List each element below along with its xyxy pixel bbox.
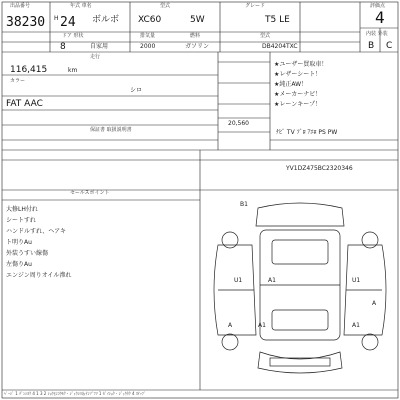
lot-number: 38230 <box>6 15 46 30</box>
note-item: エンジン周りオイル滲れ <box>6 272 72 279</box>
note-item: 外装うすい線傷 <box>6 250 49 257</box>
note-item: 大修LH付れ <box>6 206 38 213</box>
note-item: ト明りAu <box>6 239 32 246</box>
damage-mark: U1 <box>234 277 243 284</box>
features-list <box>274 62 327 112</box>
auction-sheet: 出品番号 年式 車名 型式 グレード 評価点 38230 H 24 ボルボ XC60 5W T5 LE 4 ドア 形状 排気量 燃料 型式 8 自家用 2000 ガソリン DB4204TXC 内装 外装 B C 走行 116,415 km カラー シロ FAT AAC 20,560 保証書 取扱説明書 ★ユーザー買取車！ ★レザーシート！ ★純正AW！ ★メーカーナビ！ ★レーンキープ！ ﾅﾋﾞ TV ﾌﾞﾛ ｱｴﾛ PS PW YV1DZ475BC2320346 セールスポイント 大修LH付れ シートすれ ハンドルすれ、ヘアキ ト明りAu 外装うすい線傷 左傷りAu エンジン周りオイル滲れ B1 U1 A1 U1 A A1 A A1 ﾍﾟｰｼﾞ 1 ﾃﾞﾝｼﾖｸ 4 1 3 2 ｼｮｳﾋﾝｺｳﾓｸ・ｼﾞｭｳｼﾖ＆ﾃﾝｿﾞﾏﾂ 1 ｶﾞｲｼｮｸ・ｼﾞｭｳﾀｸ 4 ｽﾃｯﾌﾟ <box>0 0 400 400</box>
vin: YV1DZ475BC2320346 <box>286 165 353 172</box>
displacement: 2000 <box>140 43 156 50</box>
color-trim: FAT AAC <box>6 99 43 109</box>
feature-item: ★メーカーナビ！ <box>274 91 322 98</box>
notes-list <box>6 204 71 281</box>
color-exterior: シロ <box>130 87 143 94</box>
usage: 自家用 <box>90 43 109 50</box>
damage-mark: U1 <box>352 277 361 284</box>
feature-item: ★ユーザー買取車！ <box>274 61 328 68</box>
exterior-grade: C <box>386 41 393 51</box>
fuel: ガソリン <box>185 43 210 50</box>
mileage-value: 116,415 <box>10 65 48 75</box>
price-box-value: 20,560 <box>228 120 249 127</box>
damage-mark: B1 <box>240 201 248 208</box>
damage-mark: A1 <box>352 322 360 329</box>
model: XC60 <box>138 15 162 25</box>
grade: T5 LE <box>265 15 290 25</box>
bottom-note: ﾍﾟｰｼﾞ 1 ﾃﾞﾝｼﾖｸ 4 1 3 2 ｼｮｳﾋﾝｺｳﾓｸ・ｼﾞｭｳｼﾖ＆ﾃﾝｿﾞﾏﾂ 1 ｶﾞｲｼｮｸ・ｼﾞｭｳﾀｸ 4 ｽﾃｯﾌﾟ <box>4 391 146 396</box>
note-item: シートすれ <box>6 217 36 224</box>
equipment: ﾅﾋﾞ TV ﾌﾞﾛ ｱｴﾛ PS PW <box>276 129 338 136</box>
damage-mark: A <box>372 300 377 307</box>
era-mark: H <box>54 15 59 22</box>
damage-mark: A1 <box>268 277 276 284</box>
feature-item: ★純正AW！ <box>274 81 308 88</box>
doors: 8 <box>60 42 66 52</box>
model-year: 24 <box>60 15 76 30</box>
interior-grade: B <box>368 41 375 51</box>
feature-item: ★レザーシート！ <box>274 71 322 78</box>
type: 5W <box>190 15 205 25</box>
damage-mark: A <box>228 322 233 329</box>
feature-item: ★レーンキープ！ <box>274 101 321 108</box>
car-damage-diagram <box>200 190 398 390</box>
note-item: 左傷りAu <box>6 261 32 268</box>
chassis-model: DB4204TXC <box>262 43 298 50</box>
score: 4 <box>375 8 385 27</box>
damage-mark: A1 <box>258 322 266 329</box>
make: ボルボ <box>92 15 120 25</box>
mileage-unit: km <box>68 67 78 74</box>
note-item: ハンドルすれ、ヘアキ <box>6 228 66 235</box>
